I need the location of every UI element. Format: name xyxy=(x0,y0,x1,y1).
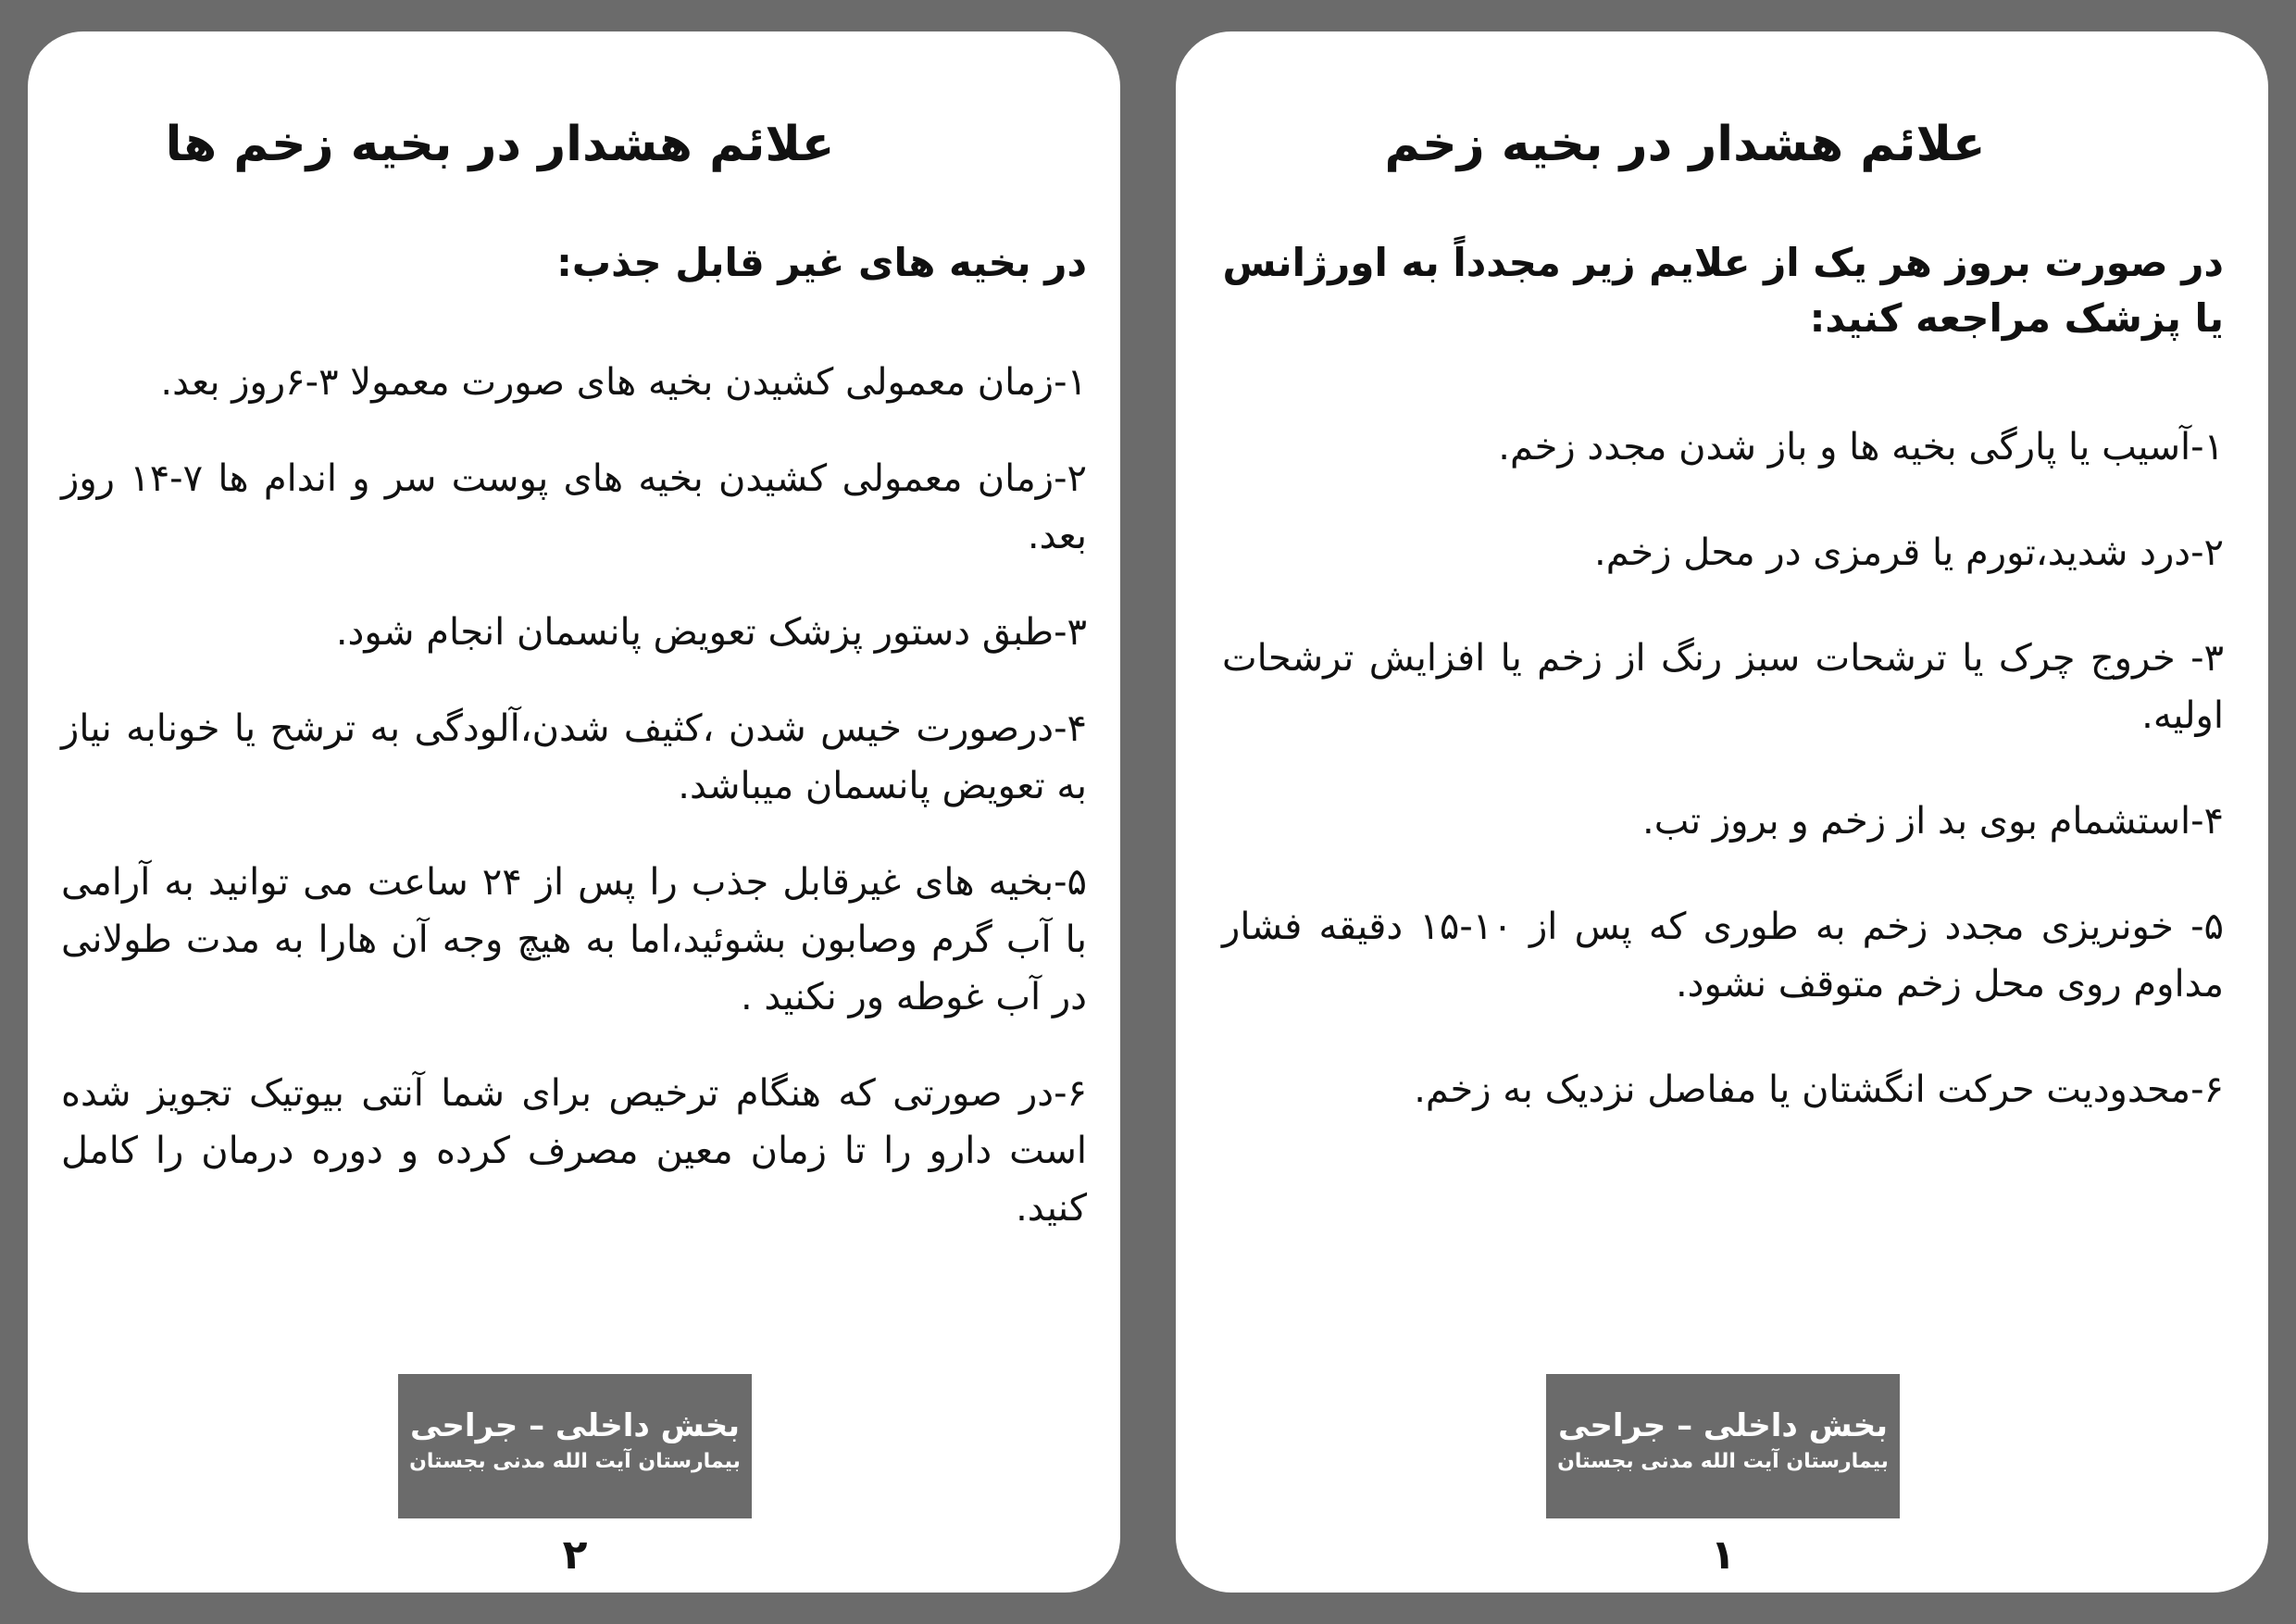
list-item: ۱-زمان معمولی کشیدن بخیه های صورت معمولا ۳-۶روز بعد. xyxy=(160,361,1087,404)
list-item: ۲-زمان معمولی کشیدن بخیه های پوست سر و اندام ها ۷-۱۴ روز بعد. xyxy=(61,457,1087,557)
department-footer xyxy=(398,1374,752,1518)
list-item: ۳- خروج چرک یا ترشحات سبز رنگ از زخم یا افزایش ترشحات اولیه. xyxy=(1222,637,2224,737)
list-item: ۱-آسیب یا پارگی بخیه ها و باز شدن مجدد زخم. xyxy=(1498,426,2224,468)
list-item: ۳-طبق دستور پزشک تعویض پانسمان انجام شود. xyxy=(335,611,1087,654)
list-item: ۴-استشمام بوی بد از زخم و بروز تب. xyxy=(1642,800,2224,843)
department-name: بخش داخلی – جراحی xyxy=(1558,1407,1888,1444)
warning-signs-list xyxy=(1222,418,2224,1167)
page-number: ۲ xyxy=(562,1531,588,1579)
list-item: ۵-بخیه های غیرقابل جذب را پس از ۲۴ ساعت می توانید به آرامی با آب گرم وصابون بشوئید،اما به هیچ وجه آن هارا به مدت طولانی در آب غوطه ور نکنید . xyxy=(61,861,1088,1018)
list-item: ۲-درد شدید،تورم یا قرمزی در محل زخم. xyxy=(1594,531,2224,574)
page-subtitle: در بخیه های غیر قابل جذب: xyxy=(556,240,1087,285)
right-page xyxy=(1176,31,2268,1593)
page-subtitle: در صورت بروز هر یک از علایم زیر مجدداً به اورژانس یا پزشک مراجعه کنید: xyxy=(1222,240,2224,341)
list-item: ۴-درصورت خیس شدن ،کثیف شدن،آلودگی به ترشح یا خونابه نیاز به تعویض پانسمان میباشد. xyxy=(61,707,1087,807)
page-title: علائم هشدار در بخیه زخم xyxy=(1384,117,1986,172)
department-name: بخش داخلی – جراحی xyxy=(410,1407,740,1444)
left-page xyxy=(28,31,1120,1593)
list-item: ۵- خونریزی مجدد زخم به طوری که پس از ۱۰-۱۵ دقیقه فشار مداوم روی محل زخم متوقف نشود. xyxy=(1222,906,2224,1006)
hospital-name: بیمارستان آیت الله مدنی بجستان xyxy=(409,1450,741,1473)
list-item: ۶-در صورتی که هنگام ترخیص برای شما آنتی بیوتیک تجویز شده است دارو را تا زمان معین مصرف کرده و دوره درمان را کامل کنید. xyxy=(61,1072,1087,1230)
department-footer xyxy=(1546,1374,1900,1518)
instruction-list xyxy=(61,354,1087,1276)
page-title: علائم هشدار در بخیه زخم ها xyxy=(165,117,835,172)
page-number: ۱ xyxy=(1710,1531,1736,1579)
list-item: ۶-محدودیت حرکت انگشتان یا مفاصل نزدیک به زخم. xyxy=(1414,1068,2224,1111)
hospital-name: بیمارستان آیت الله مدنی بجستان xyxy=(1557,1450,1889,1473)
